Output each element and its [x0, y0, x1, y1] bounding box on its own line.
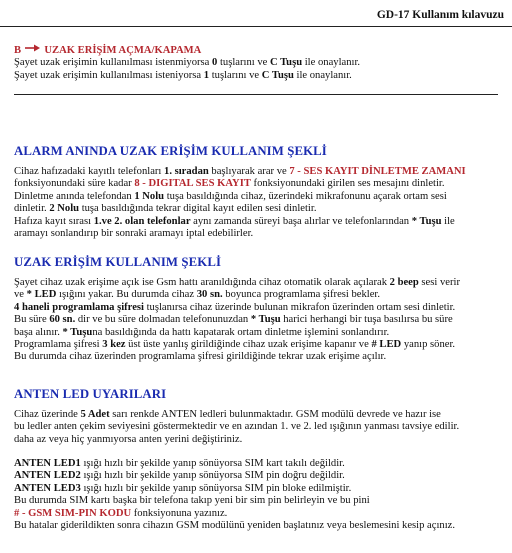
section-b-heading	[14, 45, 506, 57]
antenna-led-intro: Cihaz üzerinde 5 Adet sarı renkde ANTEN ledleri bulunmaktadır. GSM modülü devrede ve hazır ise bu ledler anten çekim seviyesini göstermektedir ve en azından 1. ve 2. led ışığının yanması tavsiye edilir. daha az veya hiç yanmıyorsa anten yerini değiştiriniz.	[14, 409, 460, 445]
alarm-remote-access-body: Cihaz hafızadaki kayıtlı telefonları 1. sıradan başlıyarak arar ve 7 - SES KAYIT DİNLETME ZAMANI fonksiyonundaki süre kadar 8 - DIGITAL SES KAYIT fonksiyonundaki girilen ses mesajını dinletir. Dinletme anında telefondan 1 Nolu tuşa basıldığında cihaz, üzerindeki mikrafonunu açarak ortam sesi dinletir. 2 Nolu tuşa basıldığında tekrar digital kayıt edilen sesi dinletir. Hafıza kayıt sırası 1.ve 2. olan telefonlar aynı zamanda süreyi başa alırlar ve telefonlarından * Tuşu ile aramayı sonlandırıp bir sonraki aramayı iptal edebilirler.	[14, 166, 466, 240]
remote-access-enable-line: Şayet uzak erişimin kullanılması isteniyorsa 1 tuşlarını ve C Tuşu ile onaylanır.	[14, 69, 352, 81]
remote-access-toggle-section	[14, 45, 506, 82]
header-title: GD-17 Kullanım kılavuzu	[376, 9, 504, 21]
section-b-label: B	[14, 45, 22, 56]
alarm-remote-access-heading: ALARM ANINDA UZAK ERİŞİM KULLANIM ŞEKLİ	[14, 144, 327, 158]
remote-access-usage-heading: UZAK ERİŞİM KULLANIM ŞEKLİ	[14, 255, 222, 269]
header-divider	[0, 26, 512, 27]
antenna-led-list: ANTEN LED1 ışığı hızlı bir şekilde yanıp sönüyorsa SIM kart takılı değildir. ANTEN LED2 ışığı hızlı bir şekilde yanıp sönüyorsa SIM pin doğru değildir. ANTEN LED3 ışığı hızlı bir şekilde yanıp sönüyorsa SIM pin bloke edilmiştir. Bu durumda SIM kartı başka bir telefona takıp yeni bir sim pin belirleyin ve bu pini # - GSM SIM-PIN KODU fonksiyonuna yazınız. Bu hatalar giderildikten sonra cihazın GSM modülünü yeniden başlatınız veya beslemesini kesip açınız.	[14, 458, 506, 532]
remote-access-disable-line: Şayet uzak erişimin kullanılması istenmiyorsa 0 tuşlarını ve C Tuşu ile onaylanır.	[14, 57, 361, 69]
list-item: ANTEN LED1 ışığı hızlı bir şekilde yanıp sönüyorsa SIM kart takılı değildir.	[14, 458, 345, 469]
antenna-led-heading: ANTEN LED UYARILARI	[14, 387, 167, 401]
arrow-right-icon	[24, 44, 42, 56]
remote-access-usage-body: Şayet cihaz uzak erişime açık ise Gsm hattı aranıldığında cihaz otomatik olarak açılarak 2 beep sesi verir ve * LED ışığını yakar. Bu durumda cihaz 30 sn. boyunca programlama şifresi bekler. 4 haneli programlama şifresi tuşlanırsa cihaz üzerinde bulunan mikrafon üzerinden ortam sesi dinletir. Bu süre 60 sn. dir ve bu süre dolmadan telefonunuzdan * Tuşu harici herhangi bir tuşa basılırsa bu süre başa alınır. * Tuşuna basıldığında da hattı kapatarak ortam dinletme işlemini sonlandırır. Programlama şifresi 3 kez üst üste yanlış girildiğinde cihaz uzak erişime kapanır ve # LED yanıp söner. Bu durumda cihaz üzerinden programlama şifresi girildiğinde tekrar uzak erişime açılır.	[14, 277, 460, 363]
list-item: ANTEN LED3 ışığı hızlı bir şekilde yanıp sönüyorsa SIM pin bloke edilmiştir.	[14, 482, 352, 494]
list-item: ANTEN LED2 ışığı hızlı bir şekilde yanıp sönüyorsa SIM pin doğru değildir.	[14, 470, 345, 482]
section-divider	[14, 94, 498, 95]
section-b-title: UZAK ERİŞİM AÇMA/KAPAMA	[44, 45, 202, 56]
